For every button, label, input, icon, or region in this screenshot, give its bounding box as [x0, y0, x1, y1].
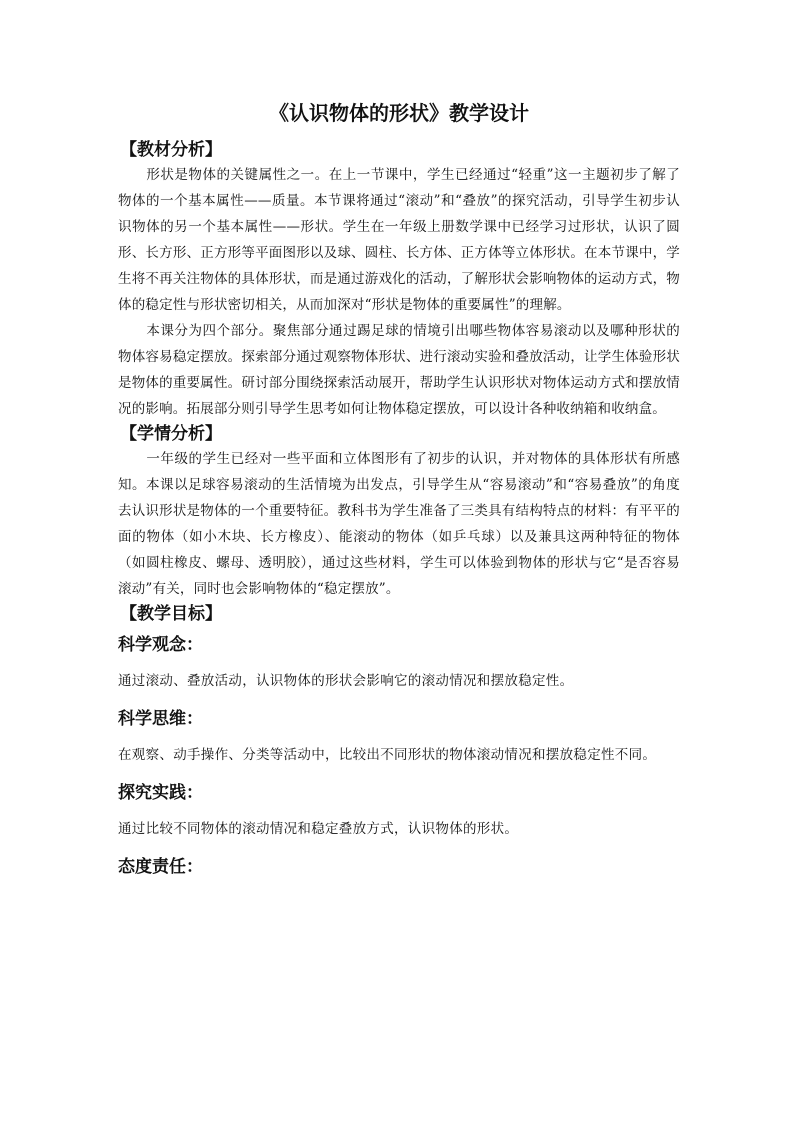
goal-label-science-concept: 科学观念： — [118, 635, 203, 655]
section-heading: 【教材分析】 — [120, 140, 222, 160]
goal-label-attitude-responsibility: 态度责任： — [118, 857, 203, 877]
paragraph: 本课分为四个部分。聚焦部分通过踢足球的情境引出哪些物体容易滚动以及哪种形状的物体容易稳定摆放。探索部分通过观察物体形状、进行滚动实验和叠放活动，让学生体验形状是物体的重要属性。研讨部分围绕探索活动展开，帮助学生认识形状对物体运动方式和摆放情况的影响。拓展部分则引导学生思考如何让物体稳定摆放，可以设计各种收纳箱和收纳盒。 — [118, 323, 680, 417]
section-student-analysis — [118, 422, 680, 602]
section-teaching-goals — [118, 602, 680, 880]
paragraph: 形状是物体的关键属性之一。在上一节课中，学生已经通过“轻重”这一主题初步了解了物体的一个基本属性——质量。本节课将通过“滚动”和“叠放”的探究活动，引导学生初步认识物体的另一个基本属性——形状。学生在一年级上册数学课中已经学习过形状，认识了圆形、长方形、正方形等平面图形以及球、圆柱、长方体、正方体等立体形状。在本节课中，学生将不再关注物体的具体形状，而是通过游戏化的活动，了解形状会影响物体的运动方式，物体的稳定性与形状密切相关，从而加深对“形状是物体的重要属性”的理解。 — [118, 167, 680, 313]
goal-label-science-thinking: 科学思维： — [118, 709, 203, 729]
section-textbook-analysis — [118, 138, 680, 422]
goal-label-inquiry-practice: 探究实践： — [118, 783, 203, 803]
section-heading: 【学情分析】 — [120, 424, 222, 444]
document-page — [118, 98, 680, 890]
goal-text-science-concept: 通过滚动、叠放活动，认识物体的形状会影响它的滚动情况和摆放稳定性。 — [118, 673, 574, 689]
document-title: 《认识物体的形状》教学设计 — [269, 101, 529, 125]
goal-text-inquiry-practice: 通过比较不同物体的滚动情况和稳定叠放方式，认识物体的形状。 — [118, 821, 519, 837]
paragraph: 一年级的学生已经对一些平面和立体图形有了初步的认识，并对物体的具体形状有所感知。本课以足球容易滚动的生活情境为出发点，引导学生从“容易滚动”和“容易叠放”的角度去认识形状是物体的一个重要特征。教科书为学生准备了三类具有结构特点的材料：有平平的面的物体（如小木块、长方橡皮）、能滚动的物体（如乒乓球）以及兼具这两种特征的物体（如圆柱橡皮、螺母、透明胶），通过这些材料，学生可以体验到物体的形状与它“是否容易滚动”有关，同时也会影响物体的“稳定摆放”。 — [118, 451, 680, 597]
section-heading: 【教学目标】 — [120, 604, 222, 624]
goal-text-science-thinking: 在观察、动手操作、分类等活动中，比较出不同形状的物体滚动情况和摆放稳定性不同。 — [118, 747, 657, 763]
